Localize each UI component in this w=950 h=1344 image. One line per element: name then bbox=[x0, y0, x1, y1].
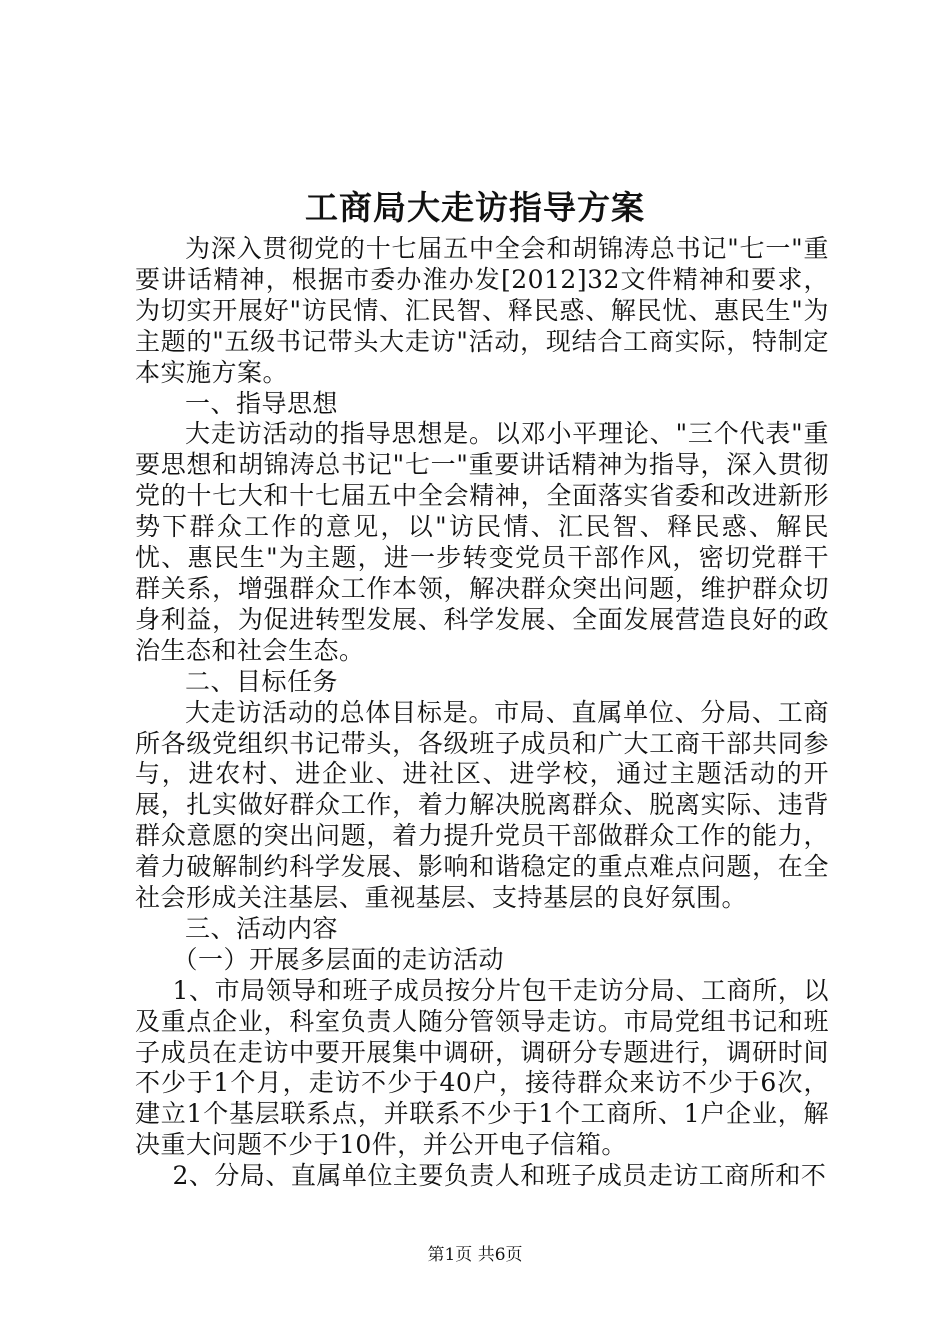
paragraph-guiding-ideology: 大走访活动的指导思想是。以邓小平理论、"三个代表"重要思想和胡锦涛总书记"七一"重要讲话精神为指导，深入贯彻党的十七大和十七届五中全会精神，全面落实省委和改进新形势下群众工作的意见，以"访民情、汇民智、释民惑、解民忧、惠民生"为主题，进一步转变党员干部作风，密切党群干群关系，增强群众工作本领，解决群众突出问题，维护群众切身利益，为促进转型发展、科学发展、全面发展营造良好的政治生态和社会生态。 bbox=[135, 419, 829, 665]
list-item-1: 1、市局领导和班子成员按分片包干走访分局、工商所，以及重点企业，科室负责人随分管领导走访。市局党组书记和班子成员在走访中要开展集中调研，调研分专题进行，调研时间不少于1个月，走访不少于40户，接待群众来访不少于6次，建立1个基层联系点，并联系不少于1个工商所、1户企业，解决重大问题不少于10件，并公开电子信箱。 bbox=[135, 975, 829, 1160]
list-item-2: 2、分局、直属单位主要负责人和班子成员走访工商所和不 bbox=[172, 1161, 827, 1191]
document-body bbox=[135, 234, 829, 1192]
paragraph-intro: 为深入贯彻党的十七届五中全会和胡锦涛总书记"七一"重要讲话精神，根据市委办淮办发[2012]32文件精神和要求，为切实开展好"访民情、汇民智、释民惑、解民忧、惠民生"为主题的"五级书记带头大走访"活动，现结合工商实际，特制定本实施方案。 bbox=[135, 234, 829, 387]
section-heading-goals: 二、目标任务 bbox=[185, 666, 339, 696]
subsection-heading-visits: （一）开展多层面的走访活动 bbox=[172, 944, 505, 974]
section-heading-guiding-ideology: 一、指导思想 bbox=[185, 388, 339, 418]
section-heading-activities: 三、活动内容 bbox=[185, 913, 339, 943]
document-title: 工商局大走访指导方案 bbox=[305, 188, 645, 227]
page-footer: 第1页 共6页 bbox=[427, 1245, 523, 1265]
paragraph-goals: 大走访活动的总体目标是。市局、直属单位、分局、工商所各级党组织书记带头，各级班子成员和广大工商干部共同参与，进农村、进企业、进社区、进学校，通过主题活动的开展，扎实做好群众工作，着力解决脱离群众、脱离实际、违背群众意愿的突出问题，着力提升党员干部做群众工作的能力，着力破解制约科学发展、影响和谐稳定的重点难点问题，在全社会形成关注基层、重视基层、支持基层的良好氛围。 bbox=[135, 697, 829, 913]
